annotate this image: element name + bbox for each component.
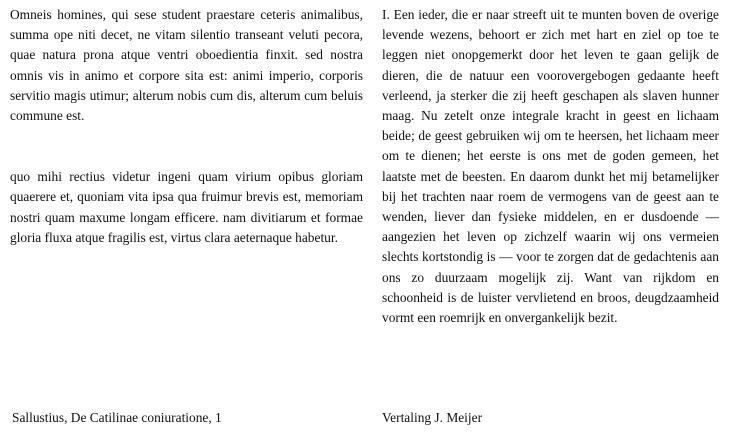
translator-credit: Vertaling J. Meijer [382, 410, 483, 425]
latin-paragraph-2: quo mihi rectius videtur ingeni quam virium opibus gloriam quaerere et, quoniam vita ipsa qua fruimur brevis est, memoriam nostri quam maxume longam efficere. nam divitiarum et formae gloria fluxa atque fragilis est, virtus clara aeternaque habetur. [10, 169, 363, 245]
dutch-paragraph: I. Een ieder, die er naar streeft uit te munten boven de overige levende wezens, behoort er zich met hart en ziel op toe te leggen niet onopgemerkt door het leven te gaan gelijk de dieren, die de natuur een voorovergebogen gedaante heeft verleend, ja sterker die zij heeft geschapen als slaven hunner maag. Nu zetelt onze integrale kracht in geest en lichaam beide; de geest gebruiken wij om te heersen, het lichaam meer om te dienen; het eerste is ons met de goden gemeen, het laatste met de beesten. En daarom dunkt het mij betamelijker bij het trachten naar roem de vermogens van de geest aan te wenden, liever dan fysieke middelen, en er dusdoende — aangezien het leven op zichzelf waarin wij ons vermeien slechts kortstondig is — voor te zorgen dat de gedachtenis aan ons zo duurzaam mogelijk zij. Want van rijkdom en schoonheid is de luister vervlietend en broos, deugdzaamheid vormt een roemrijk en onvergankelijk bezit. [382, 7, 719, 326]
dutch-translation-column [382, 5, 719, 328]
latin-text-column [10, 5, 363, 248]
latin-source-citation: Sallustius, De Catilinae coniuratione, 1 [12, 410, 222, 425]
latin-paragraph-1: Omneis homines, qui sese student praestare ceteris animalibus, summa ope niti decet, ne vitam silentio transeant veluti pecora, quae natura prona atque ventri oboedientia finxit. sed nostra omnis vis in animo et corpore sita est: animi imperio, corporis servitio magis utimur; alterum nobis cum dis, alterum cum beluis commune est. [10, 7, 363, 124]
